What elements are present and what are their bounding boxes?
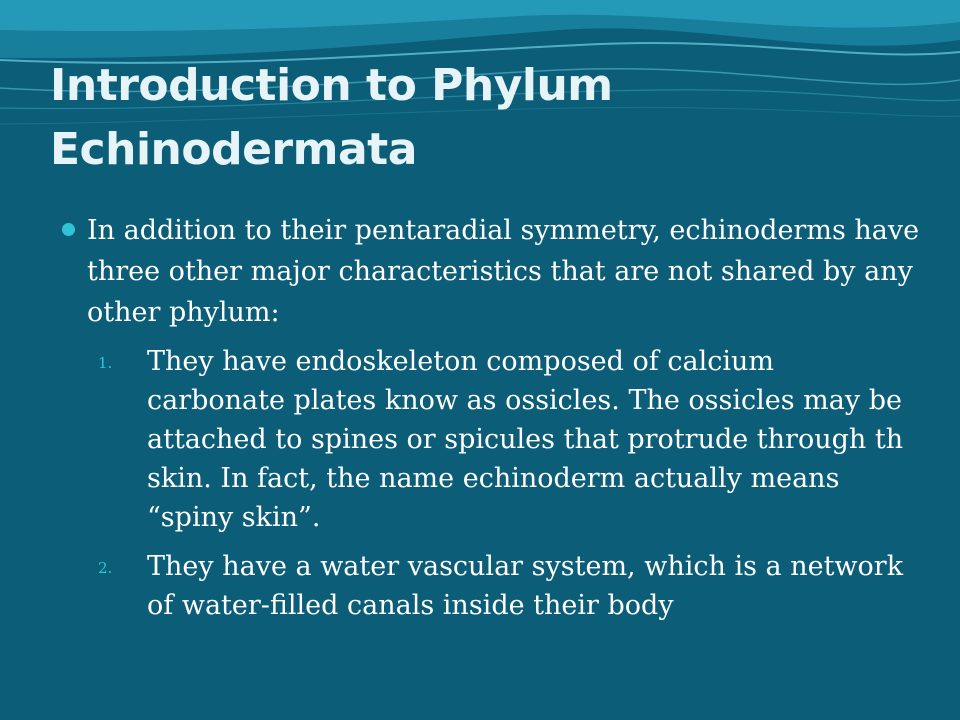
numbered-list [60, 342, 920, 625]
title-line-1: Introduction to Phylum [50, 60, 613, 111]
bullet-item [60, 210, 920, 333]
list-item [60, 547, 920, 625]
title-line-2: Echinodermata [50, 124, 417, 175]
list-marker: 1. [98, 354, 113, 372]
bullet-dot-icon [62, 223, 75, 236]
list-item-text: They have endoskeleton composed of calcium carbonate plates know as ossicles. The ossicles may be attached to spines or spicules that protrude through th skin. In fact, the name echinoderm actually means “spiny skin”. [147, 346, 904, 533]
list-marker: 2. [98, 559, 113, 577]
list-item [60, 342, 920, 537]
list-item-text: They have a water vascular system, which is a network of water-filled canals inside their body [147, 551, 904, 621]
slide-content [60, 210, 920, 635]
slide-title [50, 54, 930, 182]
bullet-text: In addition to their pentaradial symmetry, echinoderms have three other major characteristics that are not shared by any other phylum: [87, 215, 920, 328]
